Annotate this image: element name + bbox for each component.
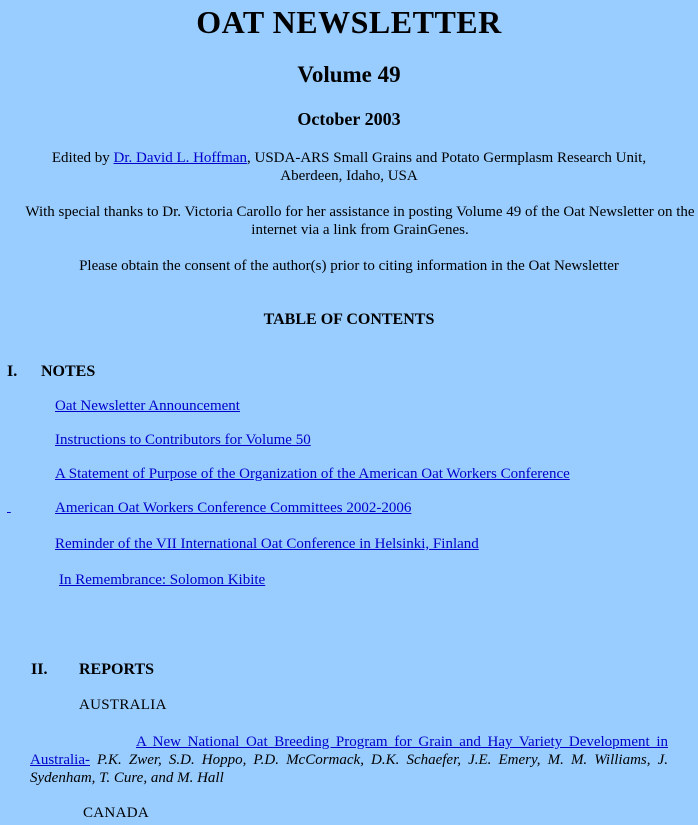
section-numeral-notes: I. bbox=[7, 363, 18, 380]
report-authors: P.K. Zwer, S.D. Hoppo, P.D. McCormack, D.K. Schaefer, J.E. Emery, M. M. Williams, J. Sydenham, T. Cure, and M. Hall bbox=[30, 752, 668, 786]
section-numeral-reports: II. bbox=[31, 661, 48, 678]
toc-link-remembrance[interactable]: In Remembrance: Solomon Kibite bbox=[59, 572, 266, 588]
edited-prefix: Edited by bbox=[51, 150, 114, 166]
issue-date: October 2003 bbox=[297, 109, 401, 129]
toc-link-committees[interactable]: American Oat Workers Conference Committees 2002-2006 bbox=[55, 500, 412, 516]
toc-heading: TABLE OF CONTENTS bbox=[263, 311, 435, 328]
citation-notice: Please obtain the consent of the author(s) prior to citing information in the Oat Newsletter bbox=[79, 258, 619, 274]
edited-suffix: , USDA-ARS Small Grains and Potato Germplasm Research Unit, Aberdeen, Idaho, USA bbox=[246, 150, 647, 184]
toc-link-announcement[interactable]: Oat Newsletter Announcement bbox=[55, 398, 240, 414]
report-link-oat-breeding-program[interactable]: A New National Oat Breeding Program for Grain and Hay Variety Development in Australia- bbox=[30, 734, 668, 768]
volume-heading: Volume 49 bbox=[297, 62, 401, 87]
country-heading-australia: AUSTRALIA bbox=[79, 697, 167, 713]
editor-link[interactable]: Dr. David L. Hoffman bbox=[113, 150, 247, 166]
country-heading-canada: CANADA bbox=[83, 805, 149, 821]
toc-link-oat-conference-reminder[interactable]: Reminder of the VII International Oat Conference in Helsinki, Finland bbox=[55, 536, 479, 552]
editor-credit bbox=[20, 149, 678, 185]
acknowledgement: With special thanks to Dr. Victoria Carollo for her assistance in posting Volume 49 of the Oat Newsletter on the internet via a link from GrainGenes. bbox=[25, 204, 695, 238]
section-title-notes: NOTES bbox=[41, 363, 96, 380]
newsletter-title: OAT NEWSLETTER bbox=[196, 4, 502, 40]
stray-link-mark bbox=[7, 499, 11, 516]
toc-link-instructions[interactable]: Instructions to Contributors for Volume 50 bbox=[55, 432, 311, 448]
section-title-reports: REPORTS bbox=[79, 661, 155, 678]
report-entry bbox=[30, 733, 668, 787]
toc-link-statement-of-purpose[interactable]: A Statement of Purpose of the Organization of the American Oat Workers Conference bbox=[55, 466, 570, 482]
